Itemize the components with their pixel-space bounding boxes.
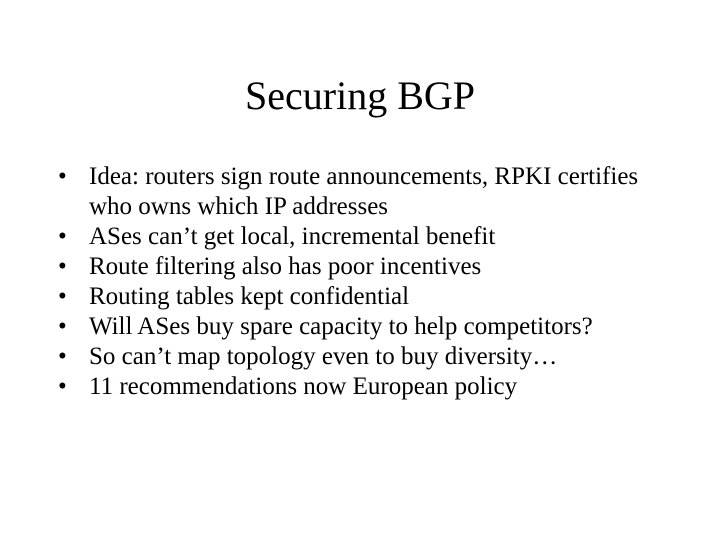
bullet-dot-icon: • <box>58 223 67 250</box>
bullet-dot-icon: • <box>58 343 67 370</box>
bullet-text: So can’t map topology even to buy diversity… <box>89 343 558 370</box>
bullet-item <box>58 222 678 252</box>
bullet-dot-icon: • <box>58 163 67 190</box>
bullet-text: Routing tables kept confidential <box>89 283 410 310</box>
bullet-item <box>58 342 678 372</box>
bullet-text: Will ASes buy spare capacity to help competitors? <box>89 313 593 340</box>
bullet-list <box>58 162 678 402</box>
bullet-item <box>58 162 678 222</box>
slide-title: Securing BGP <box>245 73 475 118</box>
bullet-item <box>58 312 678 342</box>
bullet-text: Route filtering also has poor incentives <box>89 253 482 280</box>
bullet-dot-icon: • <box>58 283 67 310</box>
bullet-text: ASes can’t get local, incremental benefit <box>89 223 496 250</box>
bullet-dot-icon: • <box>58 253 67 280</box>
bullet-item <box>58 282 678 312</box>
bullet-dot-icon: • <box>58 313 67 340</box>
bullet-text: Idea: routers sign route announcements, RPKI certifies who owns which IP addresses <box>89 163 639 220</box>
bullet-item <box>58 372 678 402</box>
bullet-item <box>58 252 678 282</box>
bullet-dot-icon: • <box>58 373 67 400</box>
bullet-text: 11 recommendations now European policy <box>89 373 518 400</box>
